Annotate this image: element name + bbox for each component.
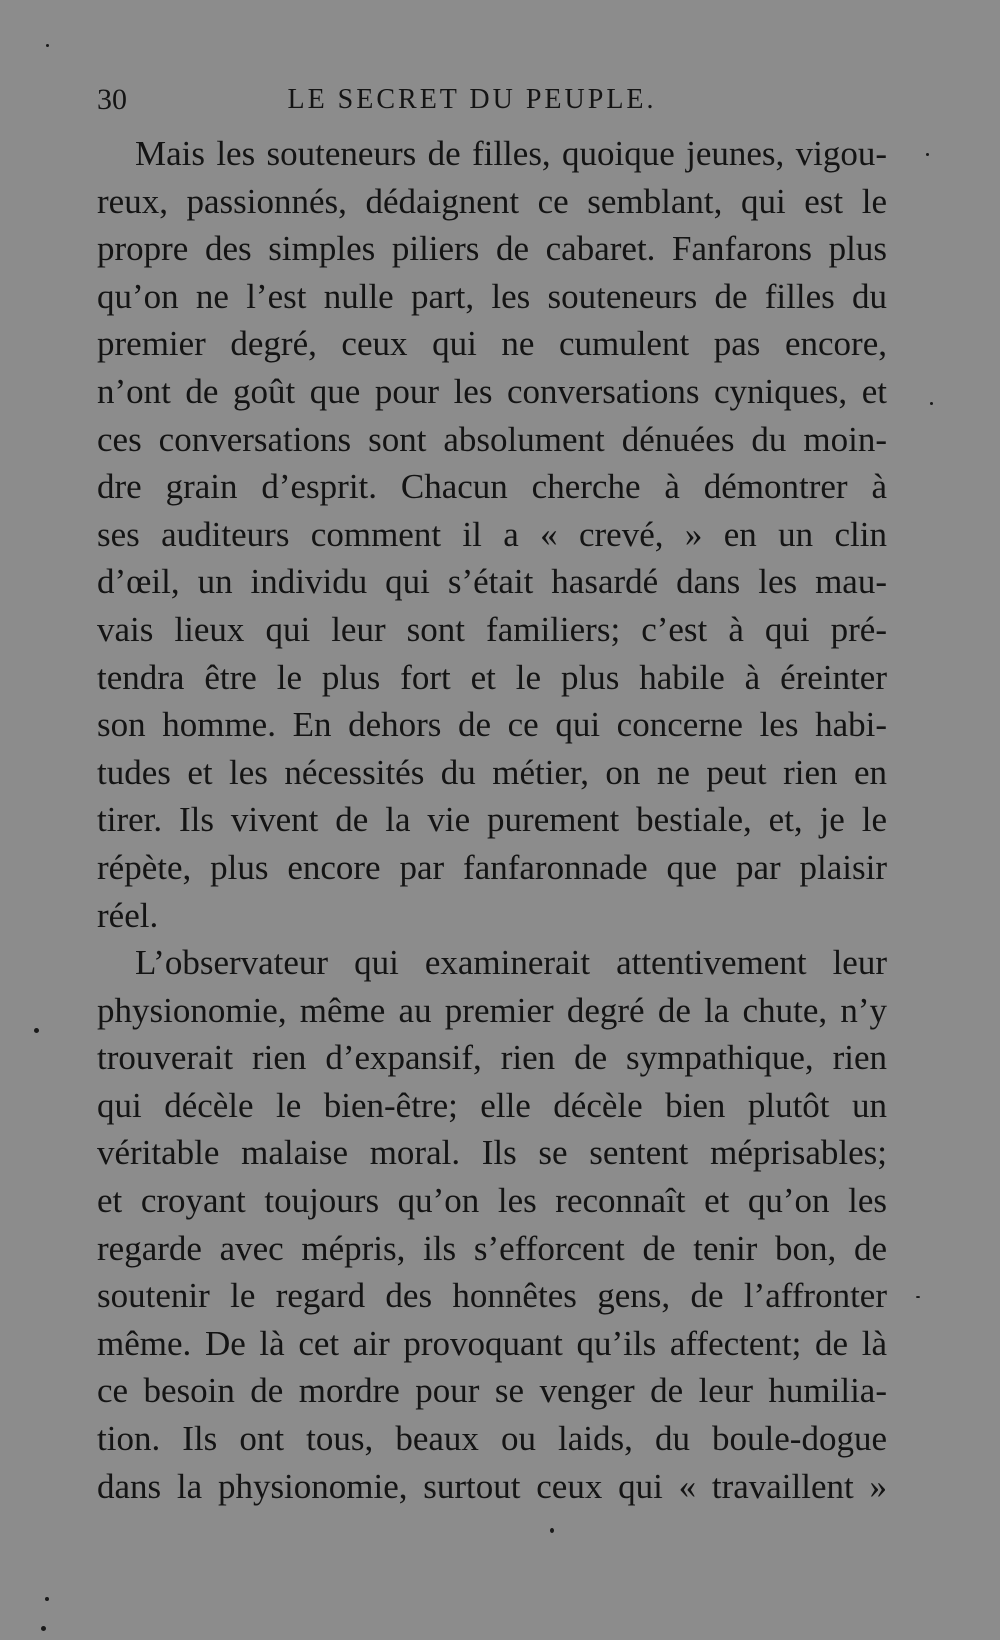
text-line: tirer. Ils vivent de la vie purement bestiale, et, je le (97, 800, 887, 840)
text-line: vais lieux qui leur sont familiers; c’est à qui pré- (97, 609, 887, 649)
paragraph-1 (97, 130, 887, 939)
scan-speck (926, 153, 929, 156)
text-line: répète, plus encore par fanfaronnade que par plaisir (97, 847, 887, 887)
text-line: son homme. En dehors de ce qui concerne les habi- (97, 705, 887, 745)
text-line: dre grain d’esprit. Chacun cherche à démontrer à (97, 467, 887, 507)
text-line: tudes et les nécessités du métier, on ne peut rien en (97, 752, 887, 792)
scan-speck (45, 1597, 49, 1601)
page-number: 30 (97, 83, 127, 116)
paragraph-2 (97, 939, 887, 1510)
text-line: réel. (97, 895, 159, 935)
text-line: qu’on ne l’est nulle part, les souteneurs de filles du (97, 276, 887, 316)
page-header (97, 80, 847, 120)
text-line: regarde avec mépris, ils s’efforcent de tenir bon, de (97, 1228, 887, 1268)
scan-speck (550, 1528, 554, 1533)
text-line: ses auditeurs comment il a « crevé, » en un clin (97, 514, 887, 554)
scan-speck (916, 1296, 920, 1298)
text-line: qui décèle le bien-être; elle décèle bien plutôt un (97, 1085, 887, 1125)
text-line: véritable malaise moral. Ils se sentent méprisables; (97, 1133, 887, 1173)
text-line: soutenir le regard des honnêtes gens, de l’affronter (97, 1276, 887, 1316)
text-line: physionomie, même au premier degré de la chute, n’y (97, 990, 887, 1030)
text-line: ce besoin de mordre pour se venger de leur humilia- (97, 1371, 887, 1411)
running-title: LE SECRET DU PEUPLE. (287, 84, 657, 115)
body-text (97, 130, 887, 1510)
text-line: ces conversations sont absolument dénuées du moin- (97, 419, 887, 459)
text-line: dans la physionomie, surtout ceux qui « travaillent » (97, 1466, 887, 1506)
text-line: premier degré, ceux qui ne cumulent pas encore, (97, 324, 887, 364)
scan-speck (46, 44, 49, 47)
text-line: même. De là cet air provoquant qu’ils affectent; de là (97, 1323, 887, 1363)
text-line: reux, passionnés, dédaignent ce semblant, qui est le (97, 181, 887, 221)
text-line: tion. Ils ont tous, beaux ou laids, du boule-dogue (97, 1419, 887, 1459)
scan-speck (930, 402, 933, 405)
scan-speck (34, 1028, 39, 1033)
text-line: tendra être le plus fort et le plus habile à éreinter (97, 657, 887, 697)
text-line: propre des simples piliers de cabaret. Fanfarons plus (97, 229, 887, 269)
text-line: et croyant toujours qu’on les reconnaît et qu’on les (97, 1181, 887, 1221)
text-line: Mais les souteneurs de filles, quoique jeunes, vigou- (135, 134, 887, 173)
text-line: n’ont de goût que pour les conversations cyniques, et (97, 371, 887, 411)
text-line: L’observateur qui examinerait attentivement leur (135, 943, 887, 983)
text-line: d’œil, un individu qui s’était hasardé dans les mau- (97, 562, 887, 602)
text-line: trouverait rien d’expansif, rien de sympathique, rien (97, 1038, 887, 1078)
scan-speck (41, 1626, 46, 1631)
